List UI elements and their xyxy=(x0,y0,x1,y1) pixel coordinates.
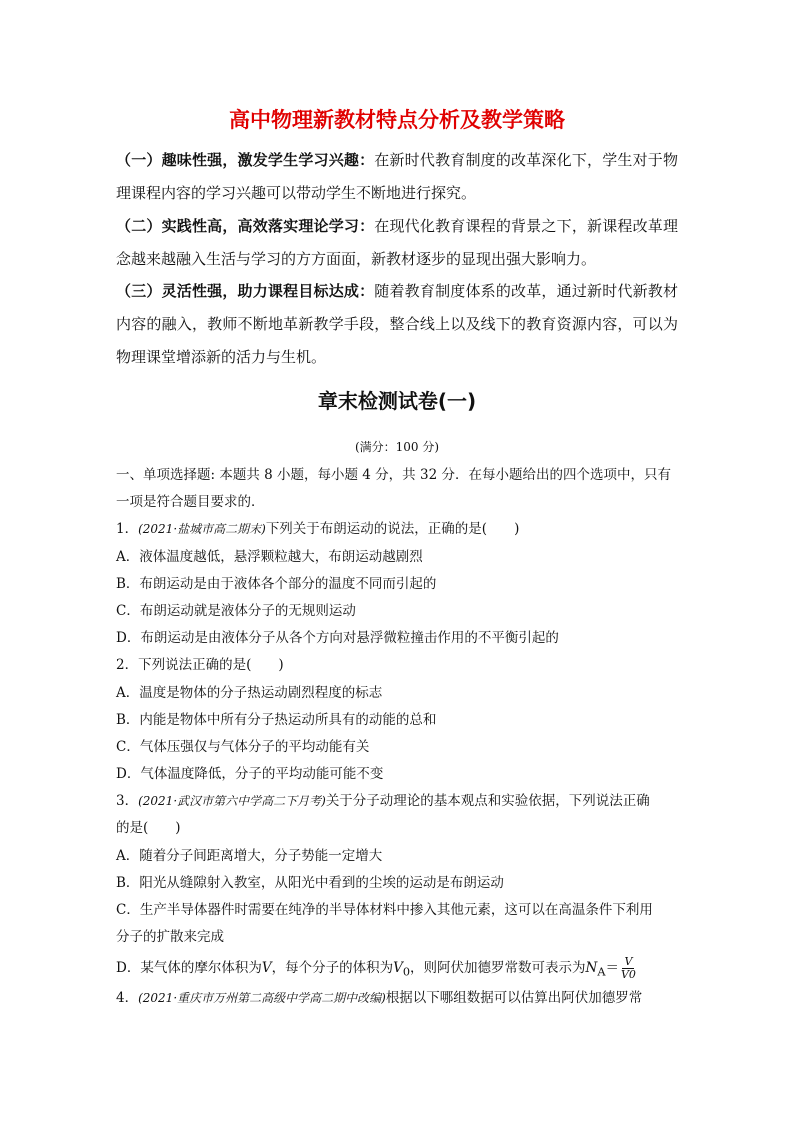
intro-paragraph-3 xyxy=(116,275,678,374)
option-d-text: ，则阿伏加德罗常数可表示为 xyxy=(410,960,586,977)
question-number: 3． xyxy=(116,793,139,810)
question-2-stem: 2．下列说法正确的是( ) xyxy=(116,657,284,674)
question-source: (2021·武汉市第六中学高二下月考) xyxy=(138,794,326,809)
q3-option-b: B．阳光从缝隙射入教室，从阳光中看到的尘埃的运动是布朗运动 xyxy=(116,874,504,891)
fraction-numerator: V xyxy=(624,955,633,969)
intro-lead-3: （三）灵活性强，助力课程目标达成： xyxy=(116,282,375,300)
fraction xyxy=(621,956,636,981)
q2-option-a: A．温度是物体的分子热运动剧烈程度的标志 xyxy=(116,684,383,701)
q2-option-b: B．内能是物体中所有分子热运动所具有的动能的总和 xyxy=(116,711,437,728)
symbol-v0: V xyxy=(393,960,403,977)
q1-option-a: A．液体温度越低，悬浮颗粒越大，布朗运动越剧烈 xyxy=(116,548,423,565)
q2-option-c: C．气体压强仅与气体分子的平均动能有关 xyxy=(116,738,370,755)
subscript-a: A xyxy=(597,966,606,980)
question-3-stem-cont: 的是( ) xyxy=(116,820,181,837)
q3-option-a: A．随着分子间距离增大，分子势能一定增大 xyxy=(116,847,383,864)
subscript-0: 0 xyxy=(402,966,410,980)
symbol-na: N xyxy=(585,960,598,977)
q3-option-d xyxy=(116,951,680,985)
section-instruction-1: 一、单项选择题: 本题共 8 小题，每小题 4 分，共 32 分．在每小题给出的四个选项中，只有 xyxy=(116,467,671,483)
q3-option-c: C．生产半导体器件时需要在纯净的半导体材料中掺入其他元素，这可以在高温条件下利用 xyxy=(116,902,653,918)
question-text: 下列关于布朗运动的说法，正确的是( ) xyxy=(265,521,520,538)
intro-text-1: 在新时代教育制度的改革深化下，学生对于物理课程内容的学习兴趣可以带动学生不断地进行探究。 xyxy=(116,151,678,202)
question-source: (2021·重庆市万州第二高级中学高二期中改编) xyxy=(138,991,386,1006)
option-d-text: ，每个分子的体积为 xyxy=(271,960,394,977)
article-title: 高中物理新教材特点分析及教学策略 xyxy=(229,108,565,132)
intro-lead-1: （一）趣味性强，激发学生学习兴趣： xyxy=(116,151,375,169)
exam-title: 章末检测试卷(一) xyxy=(317,389,477,413)
question-3-stem xyxy=(116,788,680,815)
intro-paragraph-2 xyxy=(116,210,678,276)
intro-text-2: 在现代化教育课程的背景之下，新课程改革理念越来越融入生活与学习的方方面面，新教材逐步的显现出强大影响力。 xyxy=(116,217,678,268)
q1-option-b: B．布朗运动是由于液体各个部分的温度不同而引起的 xyxy=(116,575,437,592)
intro-paragraph-1 xyxy=(116,144,678,210)
q3-option-c-cont: 分子的扩散来完成 xyxy=(116,929,224,946)
q1-option-d: D．布朗运动是由液体分子从各个方向对悬浮微粒撞击作用的不平衡引起的 xyxy=(116,630,559,647)
question-number: 1． xyxy=(116,521,139,538)
exam-score: (满分：100 分) xyxy=(354,440,440,454)
fraction-denominator: V0 xyxy=(620,968,636,982)
question-list xyxy=(116,462,680,1013)
question-text: 根据以下哪组数据可以估算出阿伏加德罗常 xyxy=(385,990,643,1007)
question-number: 4． xyxy=(116,990,139,1007)
question-source: (2021·盐城市高二期末) xyxy=(138,522,266,537)
question-text: 关于分子动理论的基本观点和实验依据，下列说法正确 xyxy=(325,793,650,810)
question-4-stem xyxy=(116,985,680,1012)
section-instruction-2: 一项是符合题目要求的． xyxy=(116,494,265,511)
intro-lead-2: （二）实践性高，高效落实理论学习： xyxy=(116,217,375,235)
q2-option-d: D．气体温度降低，分子的平均动能可能不变 xyxy=(116,766,384,783)
equals-sign: ＝ xyxy=(605,960,619,977)
intro-text-3: 随着教育制度体系的改革，通过新时代新教材内容的融入，教师不断地革新教学手段，整合线上以及线下的教育资源内容，可以为物理课堂增添新的活力与生机。 xyxy=(116,282,678,366)
q1-option-c: C．布朗运动就是液体分子的无规则运动 xyxy=(116,602,356,619)
option-d-text: D．某气体的摩尔体积为 xyxy=(116,960,262,977)
question-1-stem xyxy=(116,516,680,543)
symbol-v: V xyxy=(261,960,272,977)
